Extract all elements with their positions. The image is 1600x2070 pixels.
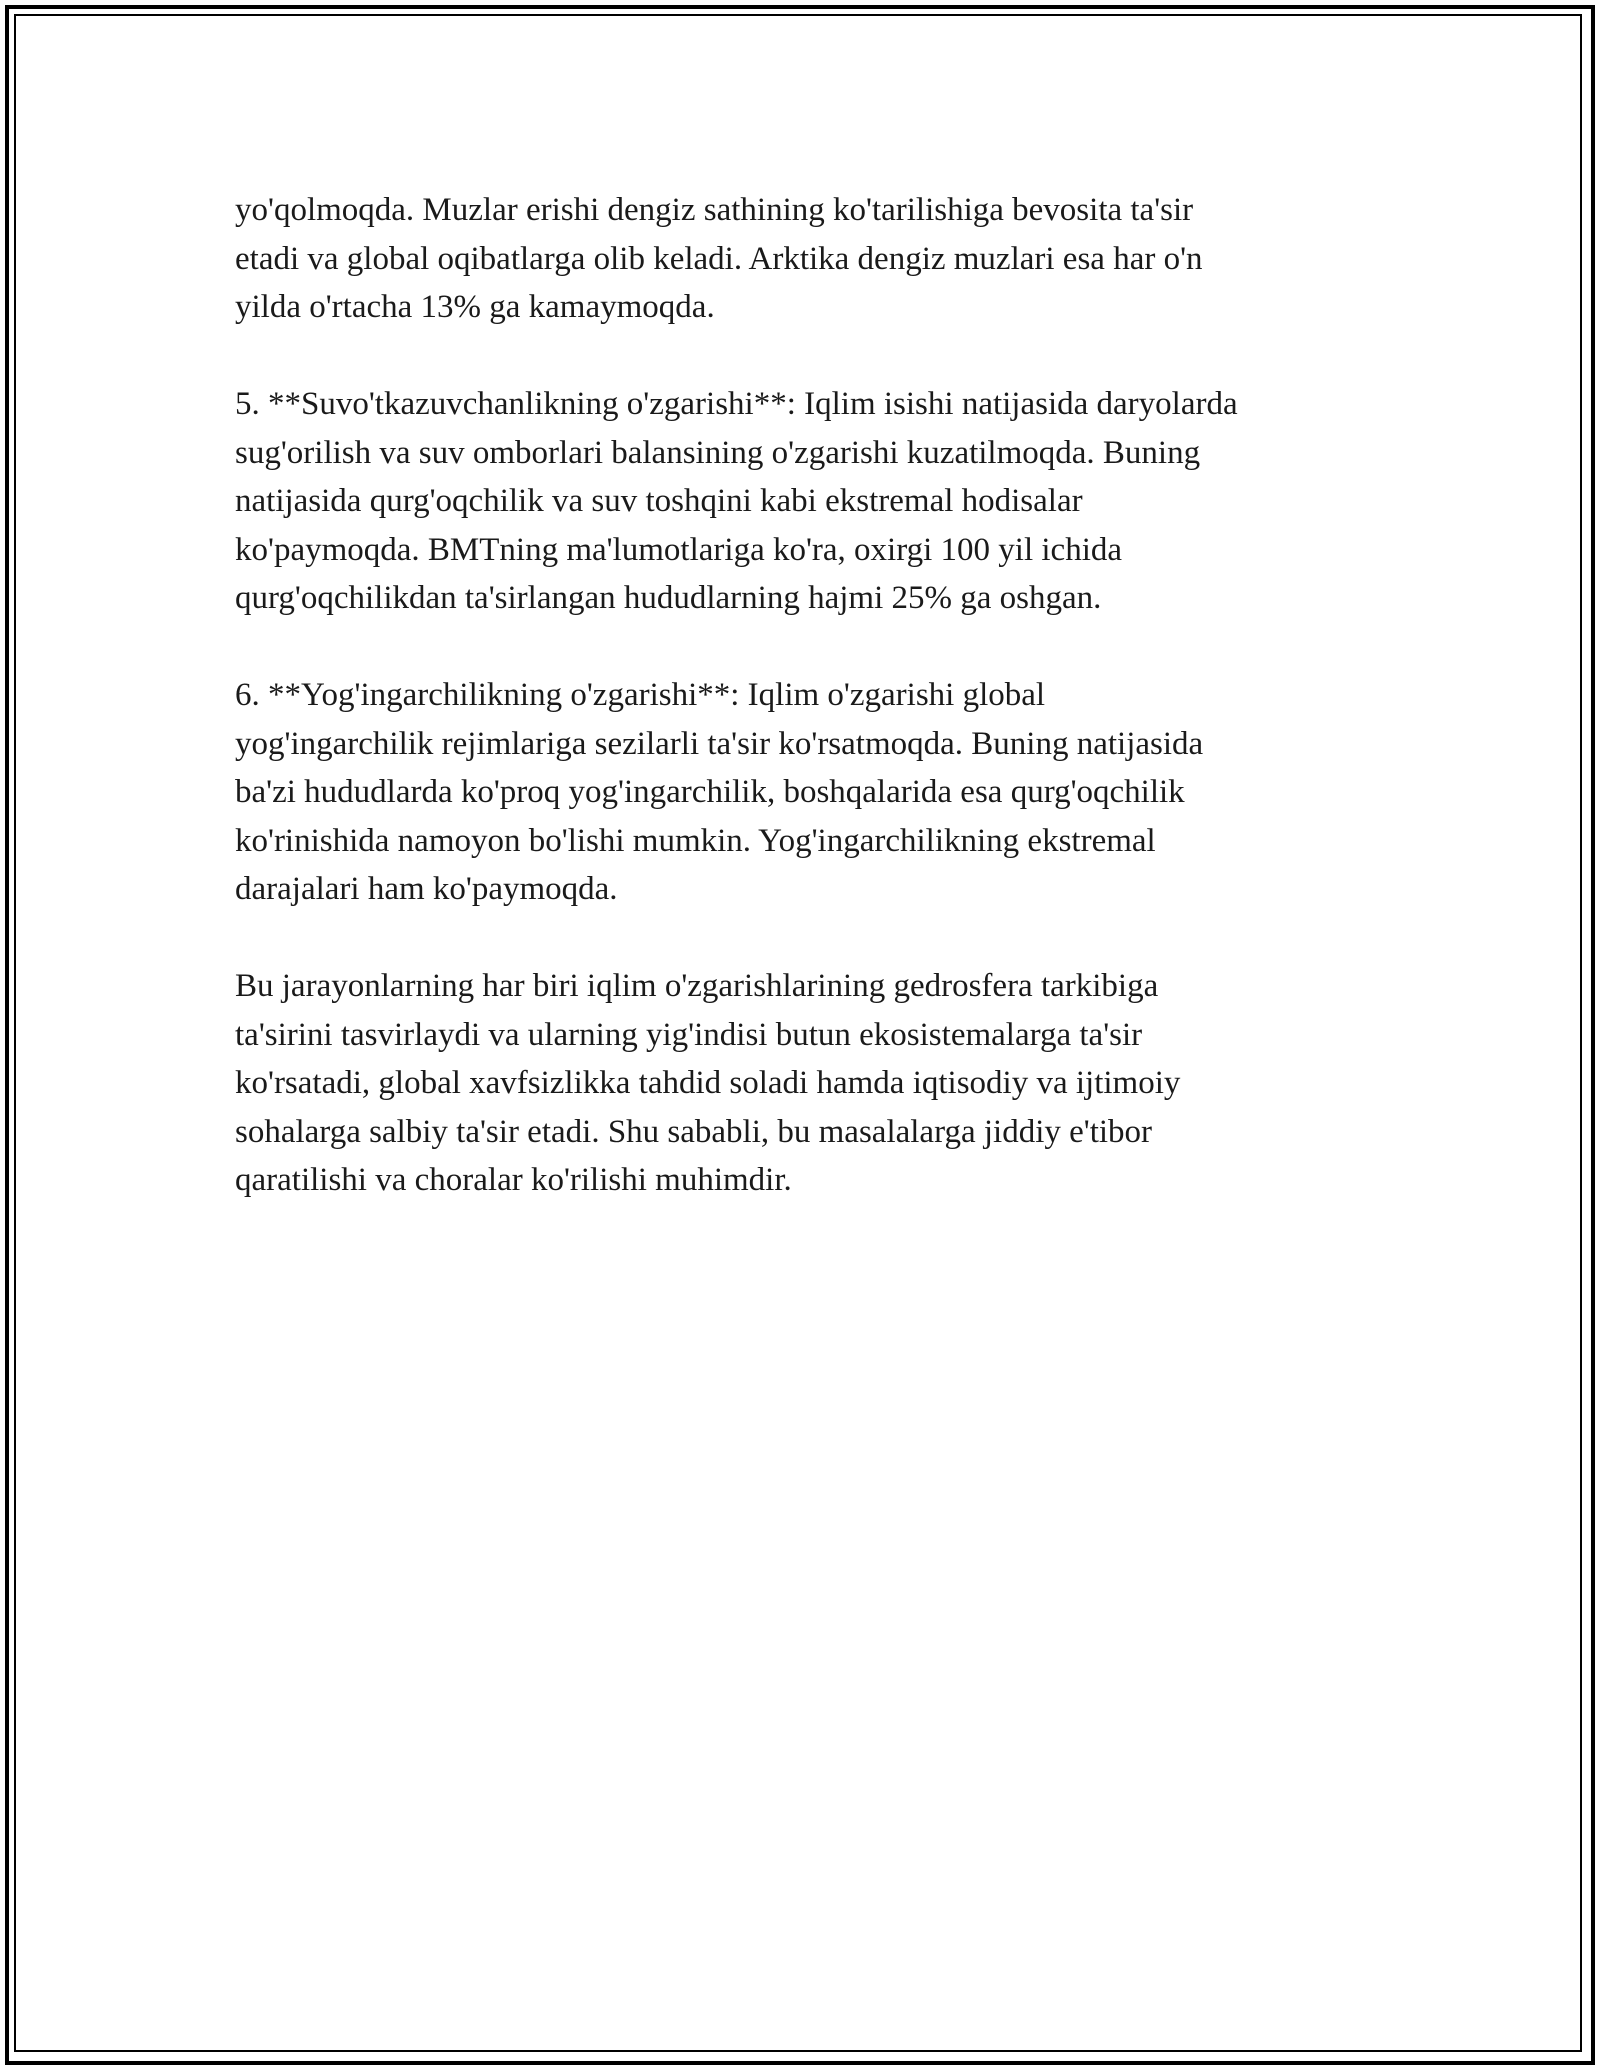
text-line: yog'ingarchilik rejimlariga sezilarli ta'sir ko'rsatmoqda. Buning natijasida: [235, 725, 1204, 762]
paragraph-item-6: [235, 671, 1385, 914]
text-line: natijasida qurg'oqchilik va suv toshqini kabi ekstremal hodisalar: [235, 483, 1083, 519]
text-line: sug'orilish va suv omborlari balansining o'zgarishi kuzatilmoqda. Buning: [235, 434, 1201, 471]
text-line: qaratilishi va choralar ko'rilishi muhimdir.: [235, 1162, 792, 1198]
text-line: yo'qolmoqda. Muzlar erishi dengiz sathining ko'tarilishiga bevosita ta'sir: [235, 192, 1194, 228]
paragraph-glaciers: [235, 186, 1385, 332]
paragraph-conclusion: [235, 962, 1385, 1205]
text-line: etadi va global oqibatlarga olib keladi. Arktika dengiz muzlari esa har o'n: [235, 240, 1203, 277]
text-line: ko'rsatadi, global xavfsizlikka tahdid soladi hamda iqtisodiy va ijtimoiy: [235, 1065, 1181, 1101]
document-body: [235, 186, 1385, 1253]
text-line: qurg'oqchilikdan ta'sirlangan hududlarning hajmi 25% ga oshgan.: [235, 580, 1102, 616]
text-line: ko'rinishida namoyon bo'lishi mumkin. Yog'ingarchilikning ekstremal: [235, 822, 1156, 859]
text-line: ba'zi hududlarda ko'proq yog'ingarchilik, boshqalarida esa qurg'oqchilik: [235, 774, 1185, 810]
text-line: ko'paymoqda. BMTning ma'lumotlariga ko'ra, oxirgi 100 yil ichida: [235, 531, 1123, 568]
paragraph-item-5: [235, 380, 1385, 623]
text-line: 5. **Suvo'tkazuvchanlikning o'zgarishi**: Iqlim isishi natijasida daryolarda: [235, 386, 1238, 422]
text-line: Bu jarayonlarning har biri iqlim o'zgarishlarining gedrosfera tarkibiga: [235, 968, 1159, 1004]
text-line: sohalarga salbiy ta'sir etadi. Shu sababli, bu masalalarga jiddiy e'tibor: [235, 1113, 1153, 1150]
text-line: yilda o'rtacha 13% ga kamaymoqda.: [235, 289, 715, 325]
text-line: ta'sirini tasvirlaydi va ularning yig'indisi butun ekosistemalarga ta'sir: [235, 1016, 1143, 1053]
text-line: 6. **Yog'ingarchilikning o'zgarishi**: Iqlim o'zgarishi global: [235, 677, 1046, 713]
text-line: darajalari ham ko'paymoqda.: [235, 871, 618, 907]
